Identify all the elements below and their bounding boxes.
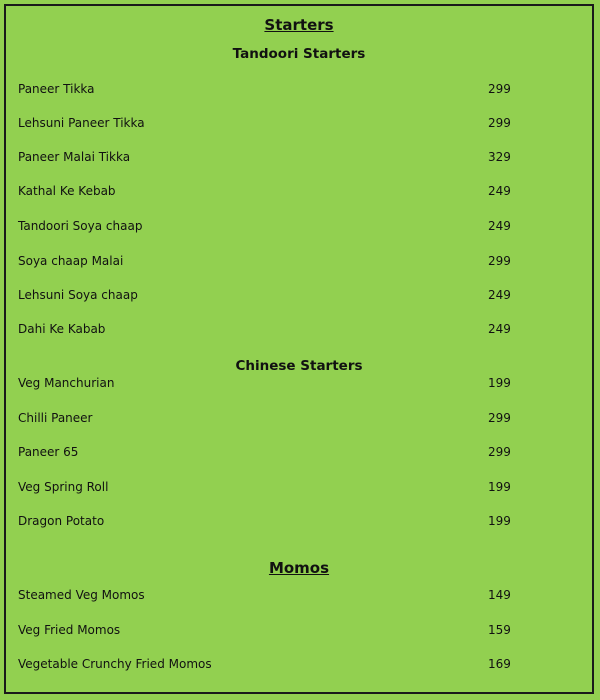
menu-item-name: Veg Manchurian — [18, 376, 115, 390]
menu-item-price: 149 — [488, 588, 511, 602]
menu-item-price: 299 — [488, 116, 511, 130]
group-title-chinese-starters: Chinese Starters — [235, 358, 363, 374]
menu-item-name: Lehsuni Paneer Tikka — [18, 116, 145, 130]
menu-item — [18, 184, 578, 204]
menu-item — [18, 376, 578, 396]
menu-item-price: 199 — [488, 514, 511, 528]
group-title-tandoori-starters: Tandoori Starters — [232, 46, 366, 62]
menu-item-name: Dahi Ke Kabab — [18, 322, 106, 336]
menu-item — [18, 514, 578, 534]
menu-item — [18, 288, 578, 308]
menu-item — [18, 480, 578, 500]
menu-item-price: 249 — [488, 322, 511, 336]
menu-item-price: 249 — [488, 288, 511, 302]
menu-item — [18, 82, 578, 102]
menu-item-name: Vegetable Crunchy Fried Momos — [18, 657, 212, 671]
menu-item-name: Tandoori Soya chaap — [18, 219, 143, 233]
menu-item — [18, 150, 578, 170]
menu-item-price: 329 — [488, 150, 511, 164]
menu-item-name: Soya chaap Malai — [18, 254, 124, 268]
menu-item-price: 249 — [488, 219, 511, 233]
menu-item-price: 159 — [488, 623, 511, 637]
menu-item-name: Kathal Ke Kebab — [18, 184, 116, 198]
section-title-momos: Momos — [268, 559, 330, 577]
menu-item — [18, 657, 578, 677]
menu-item-price: 249 — [488, 184, 511, 198]
menu-item-price: 299 — [488, 411, 511, 425]
section-title-starters: Starters — [264, 16, 334, 34]
menu-item — [18, 322, 578, 342]
menu-item-price: 169 — [488, 657, 511, 671]
menu-item — [18, 219, 578, 239]
menu-item-name: Paneer Tikka — [18, 82, 95, 96]
menu-item-name: Dragon Potato — [18, 514, 105, 528]
menu-item-name: Chilli Paneer — [18, 411, 93, 425]
menu-item — [18, 623, 578, 643]
menu-item-name: Paneer Malai Tikka — [18, 150, 131, 164]
menu-item — [18, 254, 578, 274]
menu-item-name: Veg Fried Momos — [18, 623, 121, 637]
menu-item-name: Steamed Veg Momos — [18, 588, 145, 602]
menu-item-price: 299 — [488, 254, 511, 268]
menu-item-name: Lehsuni Soya chaap — [18, 288, 138, 302]
menu-item-name: Paneer 65 — [18, 445, 79, 459]
menu-item — [18, 116, 578, 136]
menu-item — [18, 588, 578, 608]
menu-item-price: 299 — [488, 445, 511, 459]
menu-item-price: 299 — [488, 82, 511, 96]
menu-item — [18, 445, 578, 465]
menu-item-name: Veg Spring Roll — [18, 480, 109, 494]
menu-item — [18, 411, 578, 431]
menu-item-price: 199 — [488, 376, 511, 390]
menu-item-price: 199 — [488, 480, 511, 494]
menu-page — [4, 4, 594, 694]
